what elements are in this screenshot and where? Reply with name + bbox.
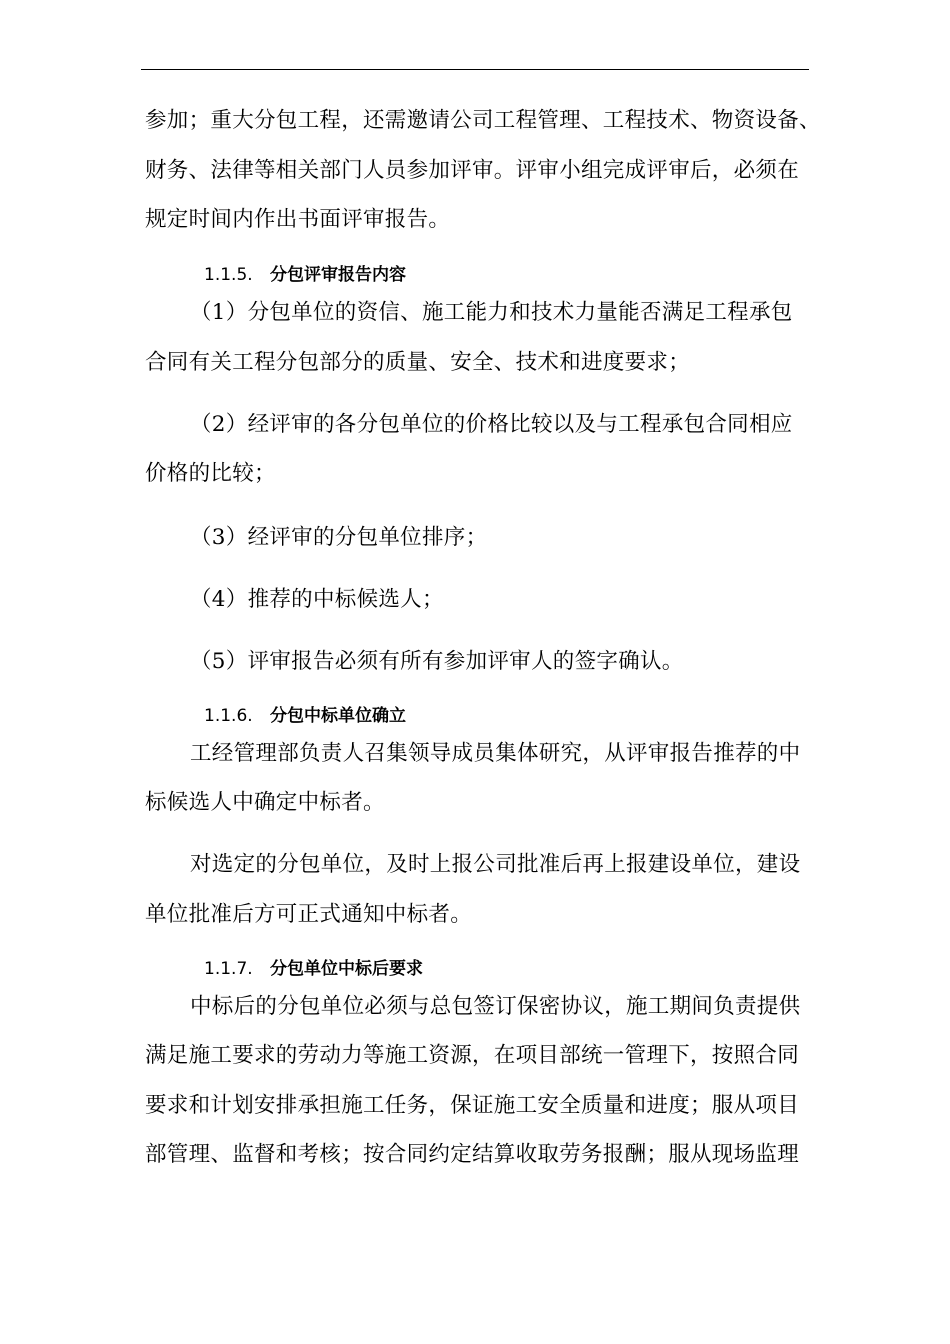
paragraph-line: 要求和计划安排承担施工任务，保证施工安全质量和进度；服从项目: [145, 1093, 800, 1118]
header-rule: [141, 69, 809, 70]
section-heading-1-1-5: [204, 264, 406, 286]
paragraph-line: 财务、法律等相关部门人员参加评审。评审小组完成评审后，必须在: [145, 158, 800, 183]
paragraph-line: 参加；重大分包工程，还需邀请公司工程管理、工程技术、物资设备、: [145, 108, 821, 133]
paragraph-line: 工经管理部负责人召集领导成员集体研究，从评审报告推荐的中: [190, 741, 801, 766]
paragraph-line: 中标后的分包单位必须与总包签订保密协议，施工期间负责提供: [190, 994, 801, 1019]
section-title: 分包评审报告内容: [270, 265, 406, 285]
paragraph-line: 满足施工要求的劳动力等施工资源，在项目部统一管理下，按照合同: [145, 1043, 800, 1068]
section-number: 1.1.7.: [204, 959, 253, 979]
paragraph-line: 单位批准后方可正式通知中标者。: [145, 902, 473, 927]
list-item-line: （5）评审报告必须有所有参加评审人的签字确认。: [190, 649, 684, 674]
list-item-line: 合同有关工程分包部分的质量、安全、技术和进度要求；: [145, 350, 691, 375]
paragraph-line: 规定时间内作出书面评审报告。: [145, 207, 451, 232]
section-number: 1.1.5.: [204, 265, 253, 285]
list-item-line: （2）经评审的各分包单位的价格比较以及与工程承包合同相应: [190, 412, 793, 437]
section-title: 分包中标单位确立: [270, 706, 406, 726]
paragraph-line: 标候选人中确定中标者。: [145, 790, 385, 815]
section-heading-1-1-6: [204, 705, 406, 727]
section-heading-1-1-7: [204, 958, 423, 980]
paragraph-line: 对选定的分包单位，及时上报公司批准后再上报建设单位，建设: [190, 852, 801, 877]
paragraph-line: 部管理、监督和考核；按合同约定结算收取劳务报酬；服从现场监理: [145, 1142, 800, 1167]
list-item-line: （4）推荐的中标候选人；: [190, 587, 444, 612]
list-item-line: 价格的比较；: [145, 461, 276, 486]
list-item-line: （1）分包单位的资信、施工能力和技术力量能否满足工程承包: [190, 300, 793, 325]
list-item-line: （3）经评审的分包单位排序；: [190, 525, 488, 550]
section-title: 分包单位中标后要求: [270, 959, 423, 979]
section-number: 1.1.6.: [204, 706, 253, 726]
